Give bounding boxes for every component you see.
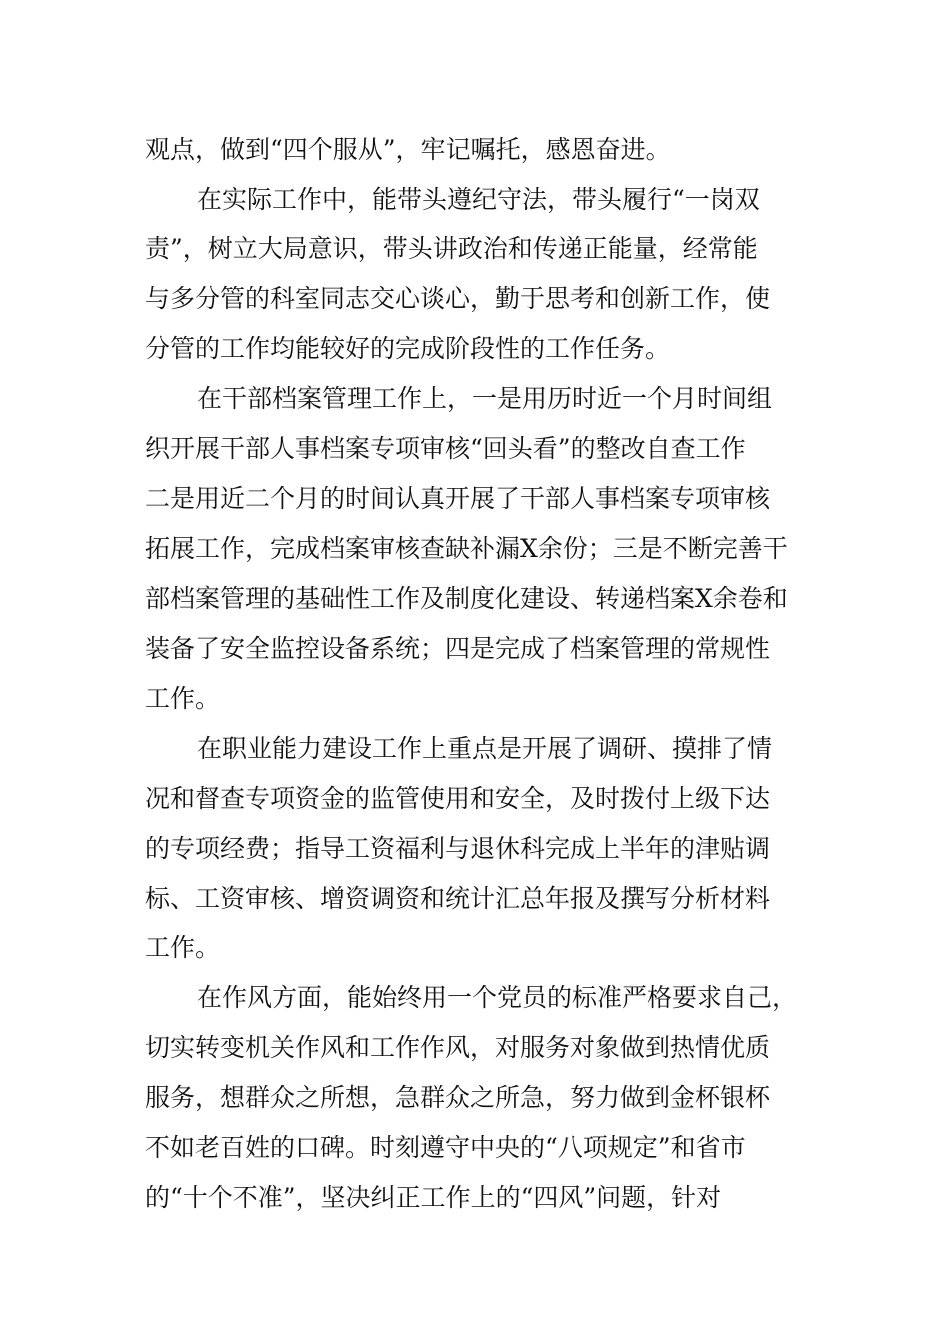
text-line: 责”，树立大局意识，带头讲政治和传递正能量，经常能: [145, 234, 758, 263]
text-line: 与多分管的科室同志交心谈心，勤于思考和创新工作，使: [145, 284, 771, 313]
text-line: 工作。: [145, 933, 221, 962]
text-line: 切实转变机关作风和工作作风，对服务对象做到热情优质: [145, 1033, 771, 1062]
text-line: 装备了安全监控设备系统；四是完成了档案管理的常规性: [145, 634, 771, 663]
text-line: 工作。: [145, 684, 221, 713]
text-line: 况和督查专项资金的监管使用和安全，及时拨付上级下达: [145, 784, 771, 813]
text-line: 的“十个不准”，坚决纠正工作上的“四风”问题，针对: [145, 1183, 722, 1212]
text-line: 不如老百姓的口碑。时刻遵守中央的“八项规定”和省市: [145, 1133, 746, 1162]
text-line: 标、工资审核、增资调资和统计汇总年报及撰写分析材料: [145, 884, 771, 913]
text-line: 分管的工作均能较好的完成阶段性的工作任务。: [145, 334, 671, 363]
text-line: 观点，做到“四个服从”，牢记嘱托，感恩奋进。: [145, 135, 671, 164]
text-line: 服务，想群众之所想，急群众之所急，努力做到金杯银杯: [145, 1083, 771, 1112]
text-line: 织开展干部人事档案专项审核“回头看”的整改自查工作: [145, 434, 746, 463]
text-line: 拓展工作，完成档案审核查缺补漏X余份；三是不断完善干: [145, 534, 788, 563]
paragraph-first-line: 在实际工作中，能带头遵纪守法，带头履行“一岗双: [197, 185, 760, 214]
paragraph-first-line: 在职业能力建设工作上重点是开展了调研、摸排了情: [197, 734, 773, 763]
text-line: 部档案管理的基础性工作及制度化建设、转递档案X余卷和: [145, 584, 788, 613]
text-line: 二是用近二个月的时间认真开展了干部人事档案专项审核: [145, 484, 771, 513]
paragraph-first-line: 在干部档案管理工作上，一是用历时近一个月时间组: [197, 384, 773, 413]
text-line: 的专项经费；指导工资福利与退休科完成上半年的津贴调: [145, 834, 771, 863]
paragraph-first-line: 在作风方面，能始终用一个党员的标准严格要求自己，: [197, 983, 798, 1012]
